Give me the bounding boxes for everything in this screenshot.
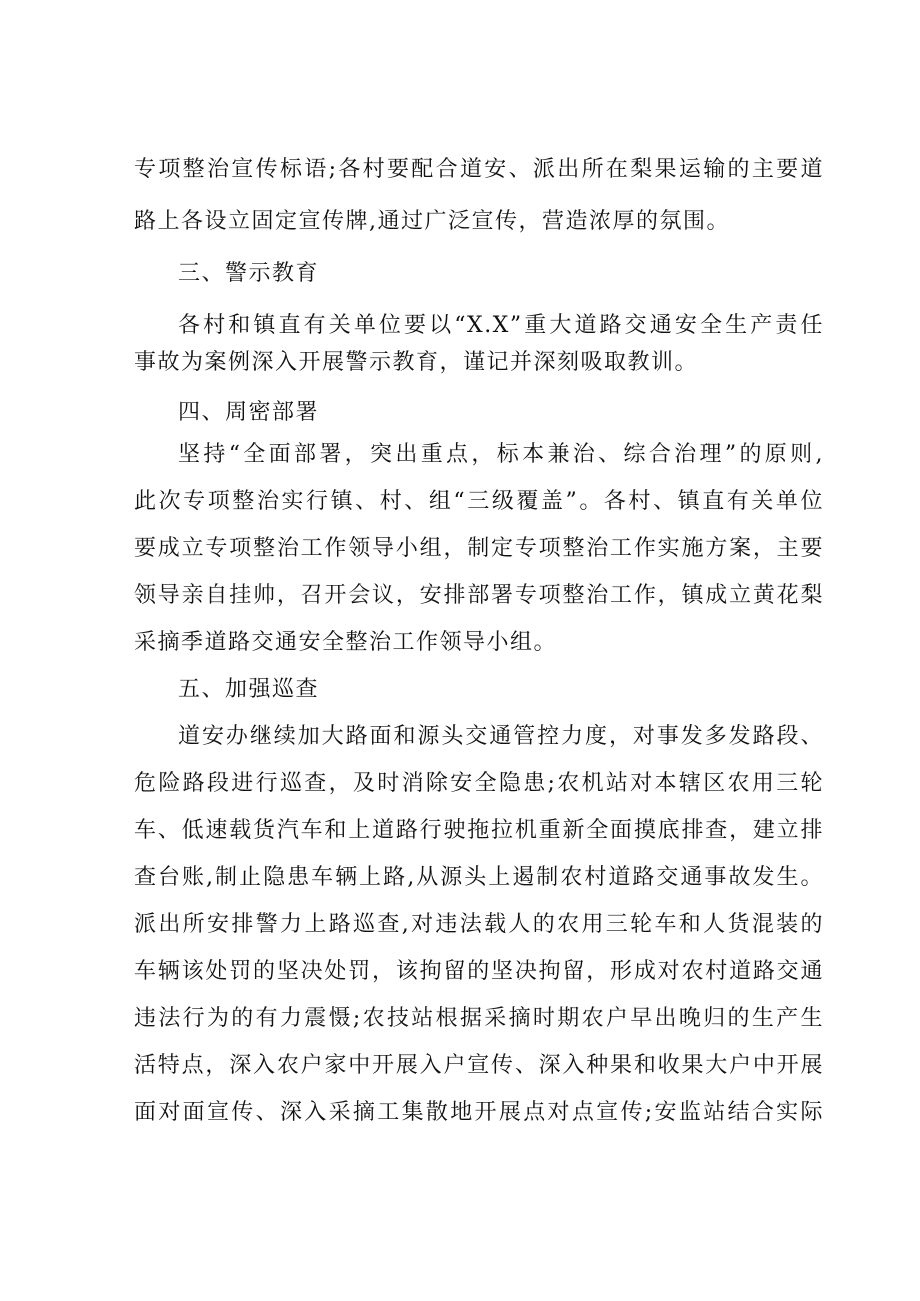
body-line: 危险路段进行巡查，及时消除安全隐患;农机站对本辖区农用三轮 (134, 771, 824, 796)
body-line: 采摘季道路交通安全整治工作领导小组。 (134, 630, 558, 655)
section-heading: 四、周密部署 (178, 400, 320, 425)
section-heading: 五、加强巡查 (178, 677, 320, 702)
body-line: 各村和镇直有关单位要以“X.X”重大道路交通安全生产责任 (178, 313, 824, 338)
body-line: 领导亲自挂帅，召开会议，安排部署专项整治工作，镇成立黄花梨 (134, 583, 824, 608)
body-line: 面对面宣传、深入采摘工集散地开展点对点宣传;安监站结合实际 (134, 1100, 824, 1125)
body-line: 违法行为的有力震慑;农技站根据采摘时期农户早出晚归的生产生 (134, 1006, 824, 1031)
body-line: 要成立专项整治工作领导小组，制定专项整治工作实施方案，主要 (134, 536, 824, 561)
body-line: 车辆该处罚的坚决处罚，该拘留的坚决拘留，形成对农村道路交通 (134, 959, 824, 984)
body-line: 车、低速载货汽车和上道路行驶拖拉机重新全面摸底排查，建立排 (134, 818, 824, 843)
body-line: 活特点，深入农户家中开展入户宣传、深入种果和收果大户中开展 (134, 1053, 824, 1078)
body-line: 专项整治宣传标语;各村要配合道安、派出所在梨果运输的主要道 (134, 157, 824, 182)
body-line: 此次专项整治实行镇、村、组“三级覆盖”。各村、镇直有关单位 (134, 489, 824, 514)
body-line: 坚持“全面部署，突出重点，标本兼治、综合治理”的原则, (178, 442, 824, 467)
body-line: 查台账,制止隐患车辆上路,从源头上遏制农村道路交通事故发生。 (134, 865, 824, 890)
body-line: 道安办继续加大路面和源头交通管控力度，对事发多发路段、 (178, 724, 824, 749)
section-heading: 三、警示教育 (178, 261, 320, 286)
body-line: 路上各设立固定宣传牌,通过广泛宣传，营造浓厚的氛围。 (134, 209, 730, 234)
body-line: 派出所安排警力上路巡查,对违法载人的农用三轮车和人货混装的 (134, 912, 824, 937)
body-line: 事故为案例深入开展警示教育，谨记并深刻吸取教训。 (134, 350, 699, 375)
